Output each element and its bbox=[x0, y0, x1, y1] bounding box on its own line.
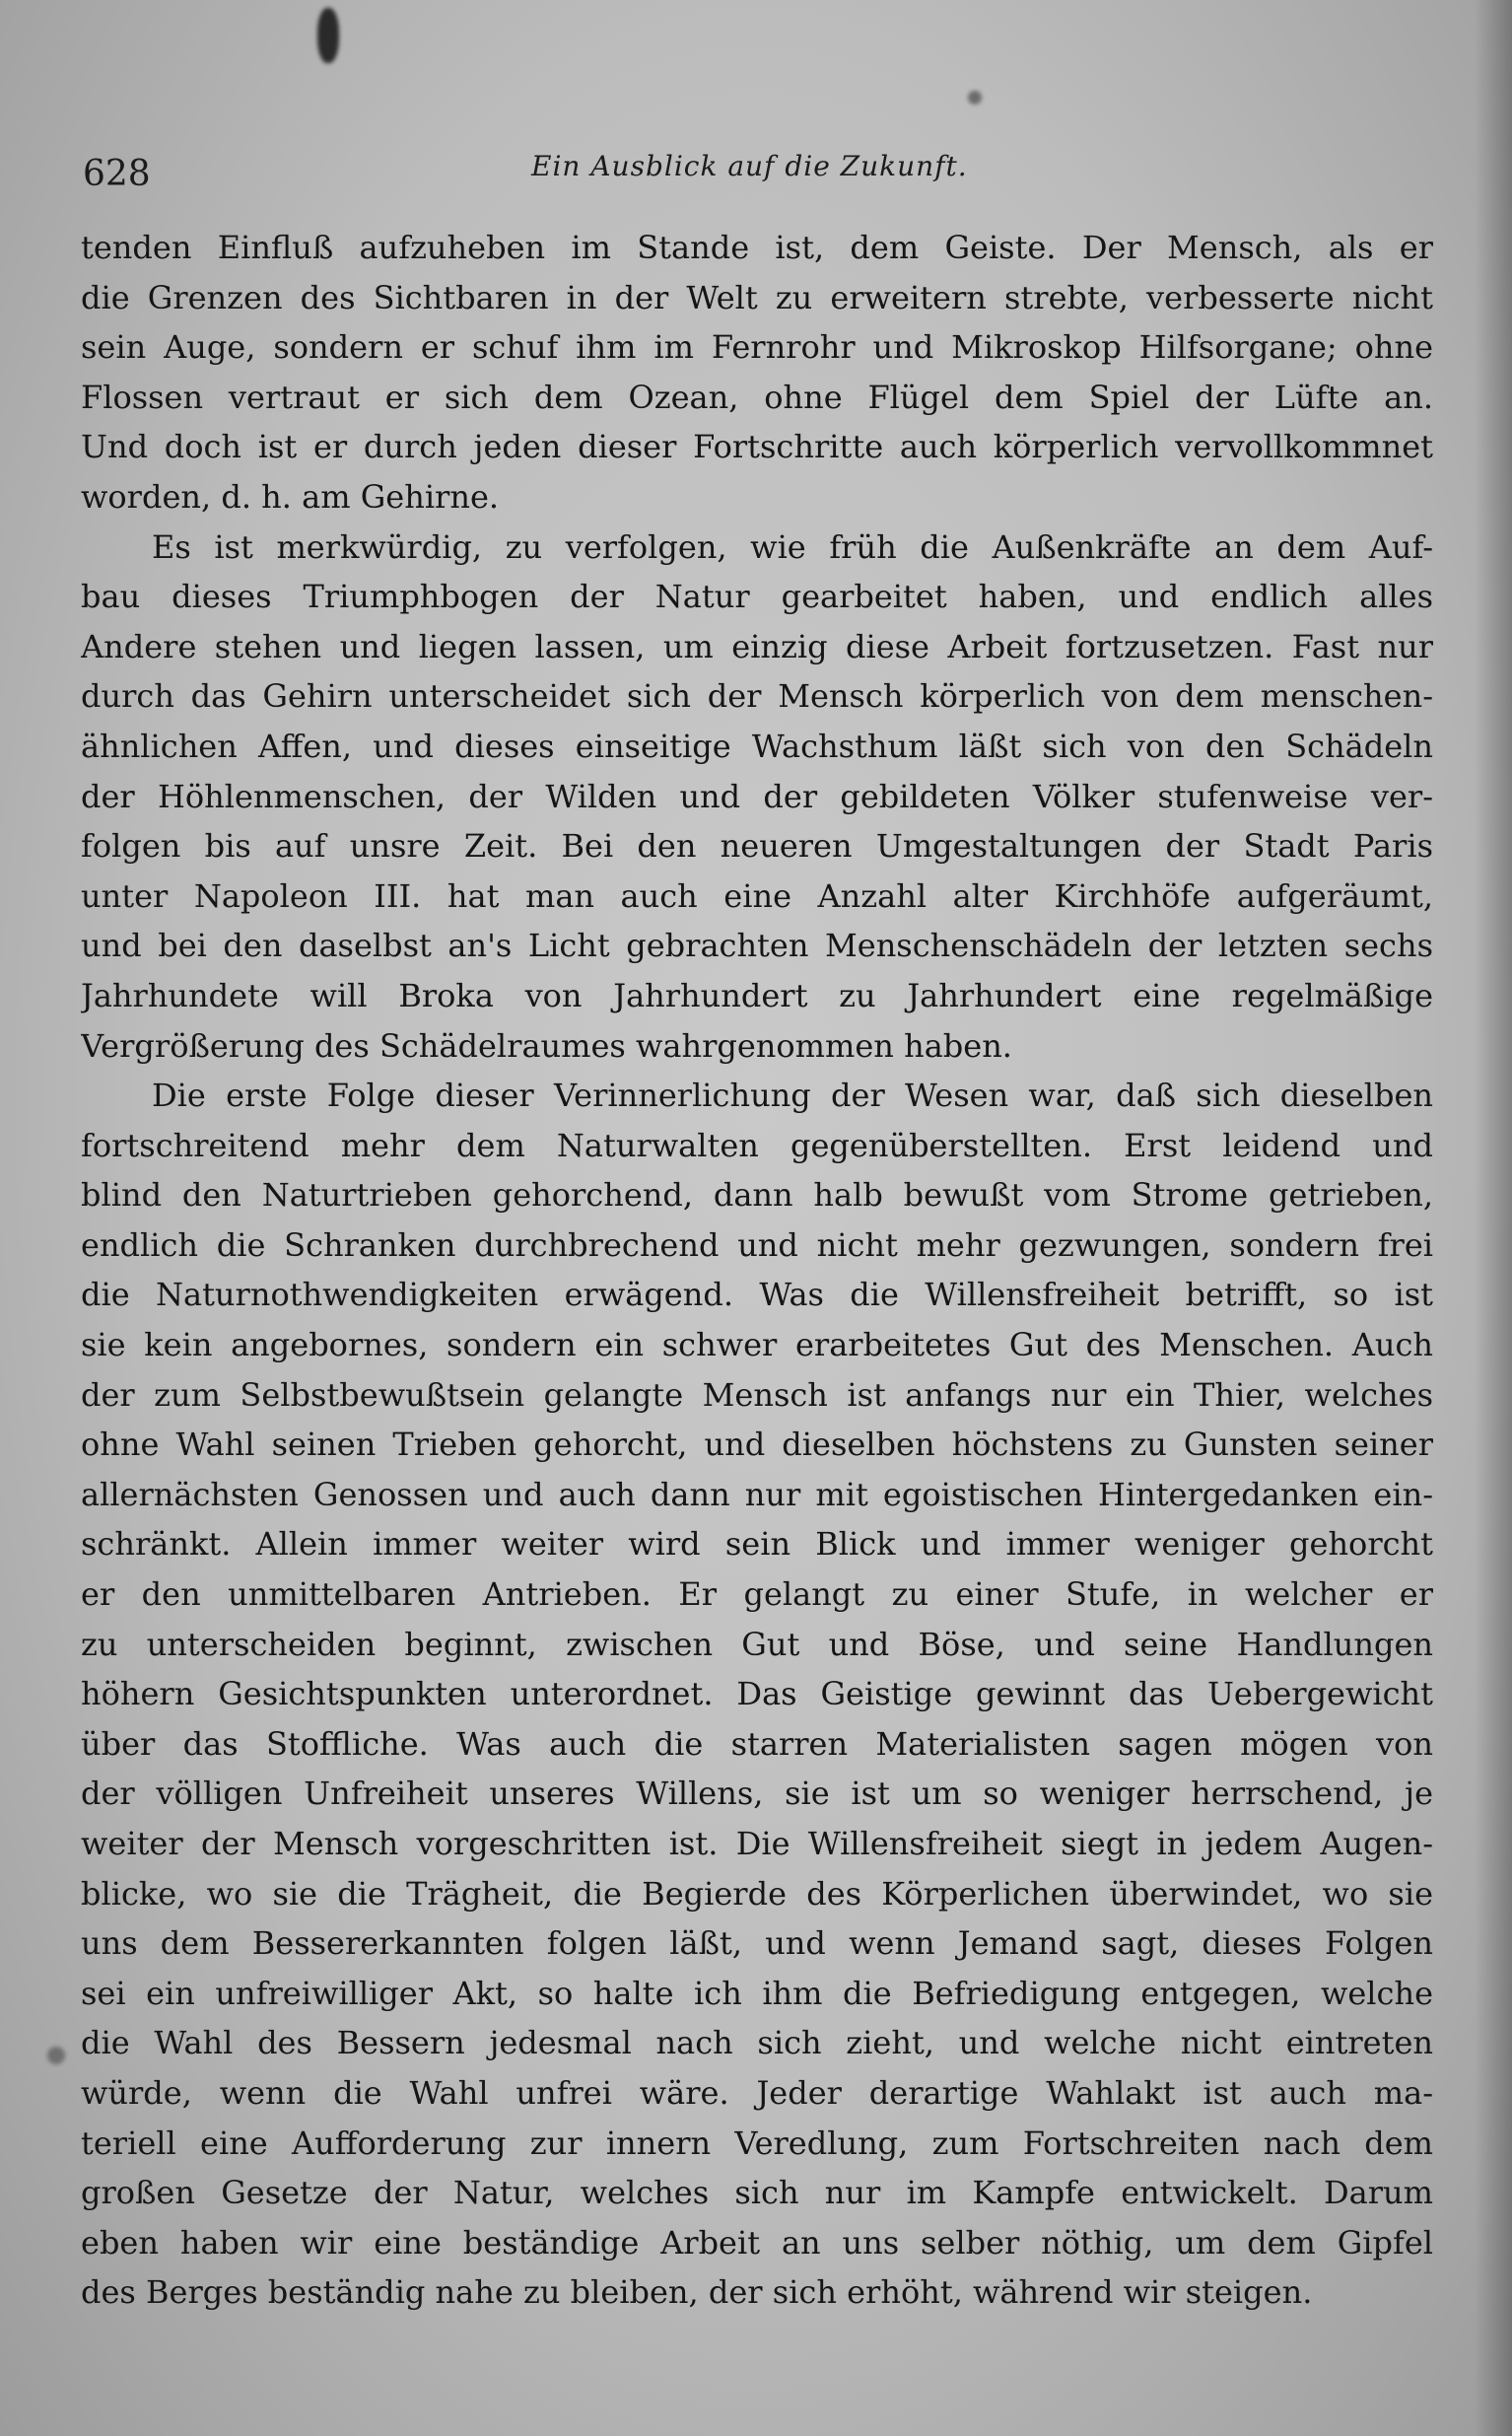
text-line: er den unmittelbaren Antrieben. Er gelangt zu einer Stufe, in welcher er bbox=[81, 1575, 1433, 1614]
text-line: die Naturnothwendigkeiten erwägend. Was die Willensfreiheit betrifft, so ist bbox=[81, 1276, 1433, 1314]
text-line: blind den Naturtrieben gehorchend, dann halb bewußt vom Strome getrieben, bbox=[81, 1176, 1433, 1215]
text-line: höhern Gesichtspunkten unterordnet. Das Geistige gewinnt das Uebergewicht bbox=[81, 1675, 1433, 1713]
text-line: eben haben wir eine beständige Arbeit an uns selber nöthig, um dem Gipfel bbox=[81, 2223, 1433, 2262]
text-line: großen Gesetze der Natur, welches sich nur im Kampfe entwickelt. Darum bbox=[81, 2174, 1433, 2212]
text-line: ohne Wahl seinen Trieben gehorcht, und dieselben höchstens zu Gunsten seiner bbox=[81, 1426, 1433, 1464]
text-line: fortschreitend mehr dem Naturwalten gegenüberstellten. Erst leidend und bbox=[81, 1126, 1433, 1164]
text-line: unter Napoleon III. hat man auch eine Anzahl alter Kirchhöfe aufgeräumt, bbox=[81, 876, 1433, 915]
text-line: sie kein angebornes, sondern ein schwer erarbeitetes Gut des Menschen. Auch bbox=[81, 1326, 1433, 1364]
text-line: Und doch ist er durch jeden dieser Fortschritte auch körperlich vervollkommnet bbox=[81, 428, 1433, 466]
text-line: endlich die Schranken durchbrechend und nicht mehr gezwungen, sondern frei bbox=[81, 1225, 1433, 1264]
text-line: des Berges beständig nahe zu bleiben, der sich erhöht, während wir steigen. bbox=[81, 2273, 1313, 2312]
text-line: und bei den daselbst an's Licht gebrachten Menschenschädeln der letzten sechs bbox=[81, 927, 1433, 965]
text-line: ähnlichen Affen, und dieses einseitige Wachsthum läßt sich von den Schädeln bbox=[81, 727, 1433, 765]
ink-speck bbox=[968, 91, 982, 104]
text-line: sein Auge, sondern er schuf ihm im Fernrohr und Mikroskop Hilfsorgane; ohne bbox=[81, 328, 1433, 367]
text-line: schränkt. Allein immer weiter wird sein Blick und immer weniger gehorcht bbox=[81, 1525, 1433, 1564]
text-line: zu unterscheiden beginnt, zwischen Gut und Böse, und seine Handlungen bbox=[81, 1625, 1433, 1663]
text-line: tenden Einfluß aufzuheben im Stande ist, dem Geiste. Der Mensch, als er bbox=[81, 229, 1433, 266]
text-line: uns dem Bessererkannten folgen läßt, und wenn Jemand sagt, dieses Folgen bbox=[81, 1924, 1433, 1963]
text-line: Es ist merkwürdig, zu verfolgen, wie früh die Außenkräfte an dem Auf- bbox=[152, 527, 1433, 566]
text-line: sei ein unfreiwilliger Akt, so halte ich ihm die Befriedigung entgegen, welche bbox=[81, 1974, 1433, 2012]
body-text bbox=[81, 223, 1433, 2318]
text-line: über das Stoffliche. Was auch die starren Materialisten sagen mögen von bbox=[81, 1724, 1433, 1763]
text-line: Jahrhundete will Broka von Jahrhundert zu Jahrhundert eine regelmäßige bbox=[81, 976, 1433, 1014]
text-line: folgen bis auf unsre Zeit. Bei den neueren Umgestaltungen der Stadt Paris bbox=[81, 827, 1433, 866]
running-head: Ein Ausblick auf die Zukunft. bbox=[531, 150, 968, 182]
text-line: allernächsten Genossen und auch dann nur mit egoistischen Hintergedanken ein- bbox=[81, 1475, 1433, 1513]
page-shadow-edge bbox=[1475, 0, 1512, 2436]
text-line: teriell eine Aufforderung zur innern Veredlung, zum Fortschreiten nach dem bbox=[81, 2123, 1433, 2162]
text-line: durch das Gehirn unterscheidet sich der Mensch körperlich von dem menschen- bbox=[81, 677, 1433, 716]
ink-speck bbox=[47, 2047, 65, 2064]
text-line: Vergrößerung des Schädelraumes wahrgenommen haben. bbox=[81, 1026, 1012, 1065]
text-line: worden, d. h. am Gehirne. bbox=[81, 477, 500, 516]
text-line: weiter der Mensch vorgeschritten ist. Die Willensfreiheit siegt in jedem Augen- bbox=[81, 1825, 1433, 1862]
text-line: bau dieses Triumphbogen der Natur gearbeitet haben, und endlich alles bbox=[81, 578, 1433, 616]
text-line: Andere stehen und liegen lassen, um einzig diese Arbeit fortzusetzen. Fast nur bbox=[81, 627, 1433, 665]
text-line: blicke, wo sie die Trägheit, die Begierde des Körperlichen überwindet, wo sie bbox=[81, 1874, 1433, 1913]
ink-blot bbox=[317, 8, 339, 63]
text-line: die Grenzen des Sichtbaren in der Welt zu erweitern strebte, verbesserte nicht bbox=[81, 278, 1433, 316]
text-line: der Höhlenmenschen, der Wilden und der gebildeten Völker stufenweise ver- bbox=[81, 777, 1433, 815]
text-line: die Wahl des Bessern jedesmal nach sich zieht, und welche nicht eintreten bbox=[81, 2024, 1433, 2062]
page-header bbox=[83, 146, 1435, 205]
text-line: der zum Selbstbewußtsein gelangte Mensch ist anfangs nur ein Thier, welches bbox=[81, 1375, 1433, 1414]
text-line: Die erste Folge dieser Verinnerlichung der Wesen war, daß sich dieselben bbox=[152, 1077, 1433, 1115]
text-line: der völligen Unfreiheit unseres Willens, sie ist um so weniger herrschend, je bbox=[81, 1775, 1433, 1813]
text-line: würde, wenn die Wahl unfrei wäre. Jeder derartige Wahlakt ist auch ma- bbox=[81, 2073, 1433, 2112]
page-number: 628 bbox=[83, 154, 151, 194]
text-line: Flossen vertraut er sich dem Ozean, ohne Flügel dem Spiel der Lüfte an. bbox=[81, 378, 1433, 416]
